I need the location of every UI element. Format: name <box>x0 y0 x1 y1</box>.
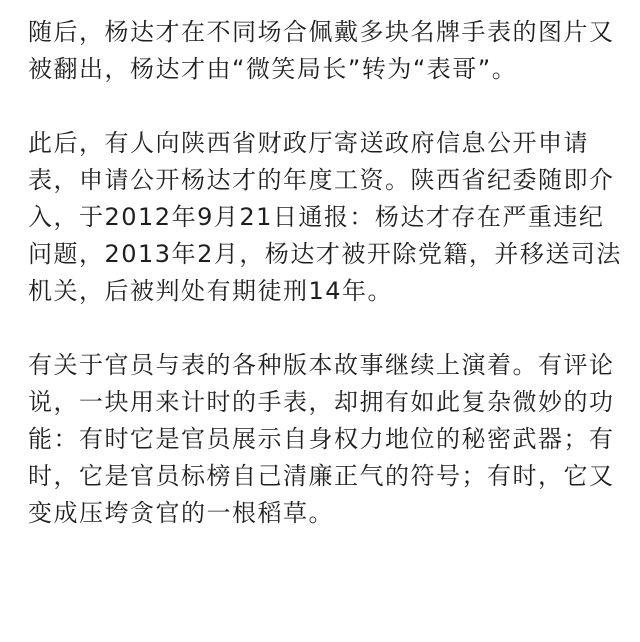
paragraph-2: 此后，有人向陕西省财政厅寄送政府信息公开申请表，申请公开杨达才的年度工资。陕西省纪委随即介入，于2012年9月21日通报：杨达才存在严重违纪问题，2013年2月，杨达才被开除党籍，并移送司法机关，后被判处有期徒刑14年。 <box>28 129 622 305</box>
article-body <box>28 14 624 532</box>
paragraph-3: 有关于官员与表的各种版本故事继续上演着。有评论说，一块用来计时的手表，却拥有如此复杂微妙的功能：有时它是官员展示自身权力地位的秘密武器；有时，它是官员标榜自己清廉正气的符号；有时，它又变成压垮贪官的一根稻草。 <box>28 351 615 527</box>
paragraph-1: 随后，杨达才在不同场合佩戴多块名牌手表的图片又被翻出，杨达才由“微笑局长”转为“表哥”。 <box>28 18 615 83</box>
